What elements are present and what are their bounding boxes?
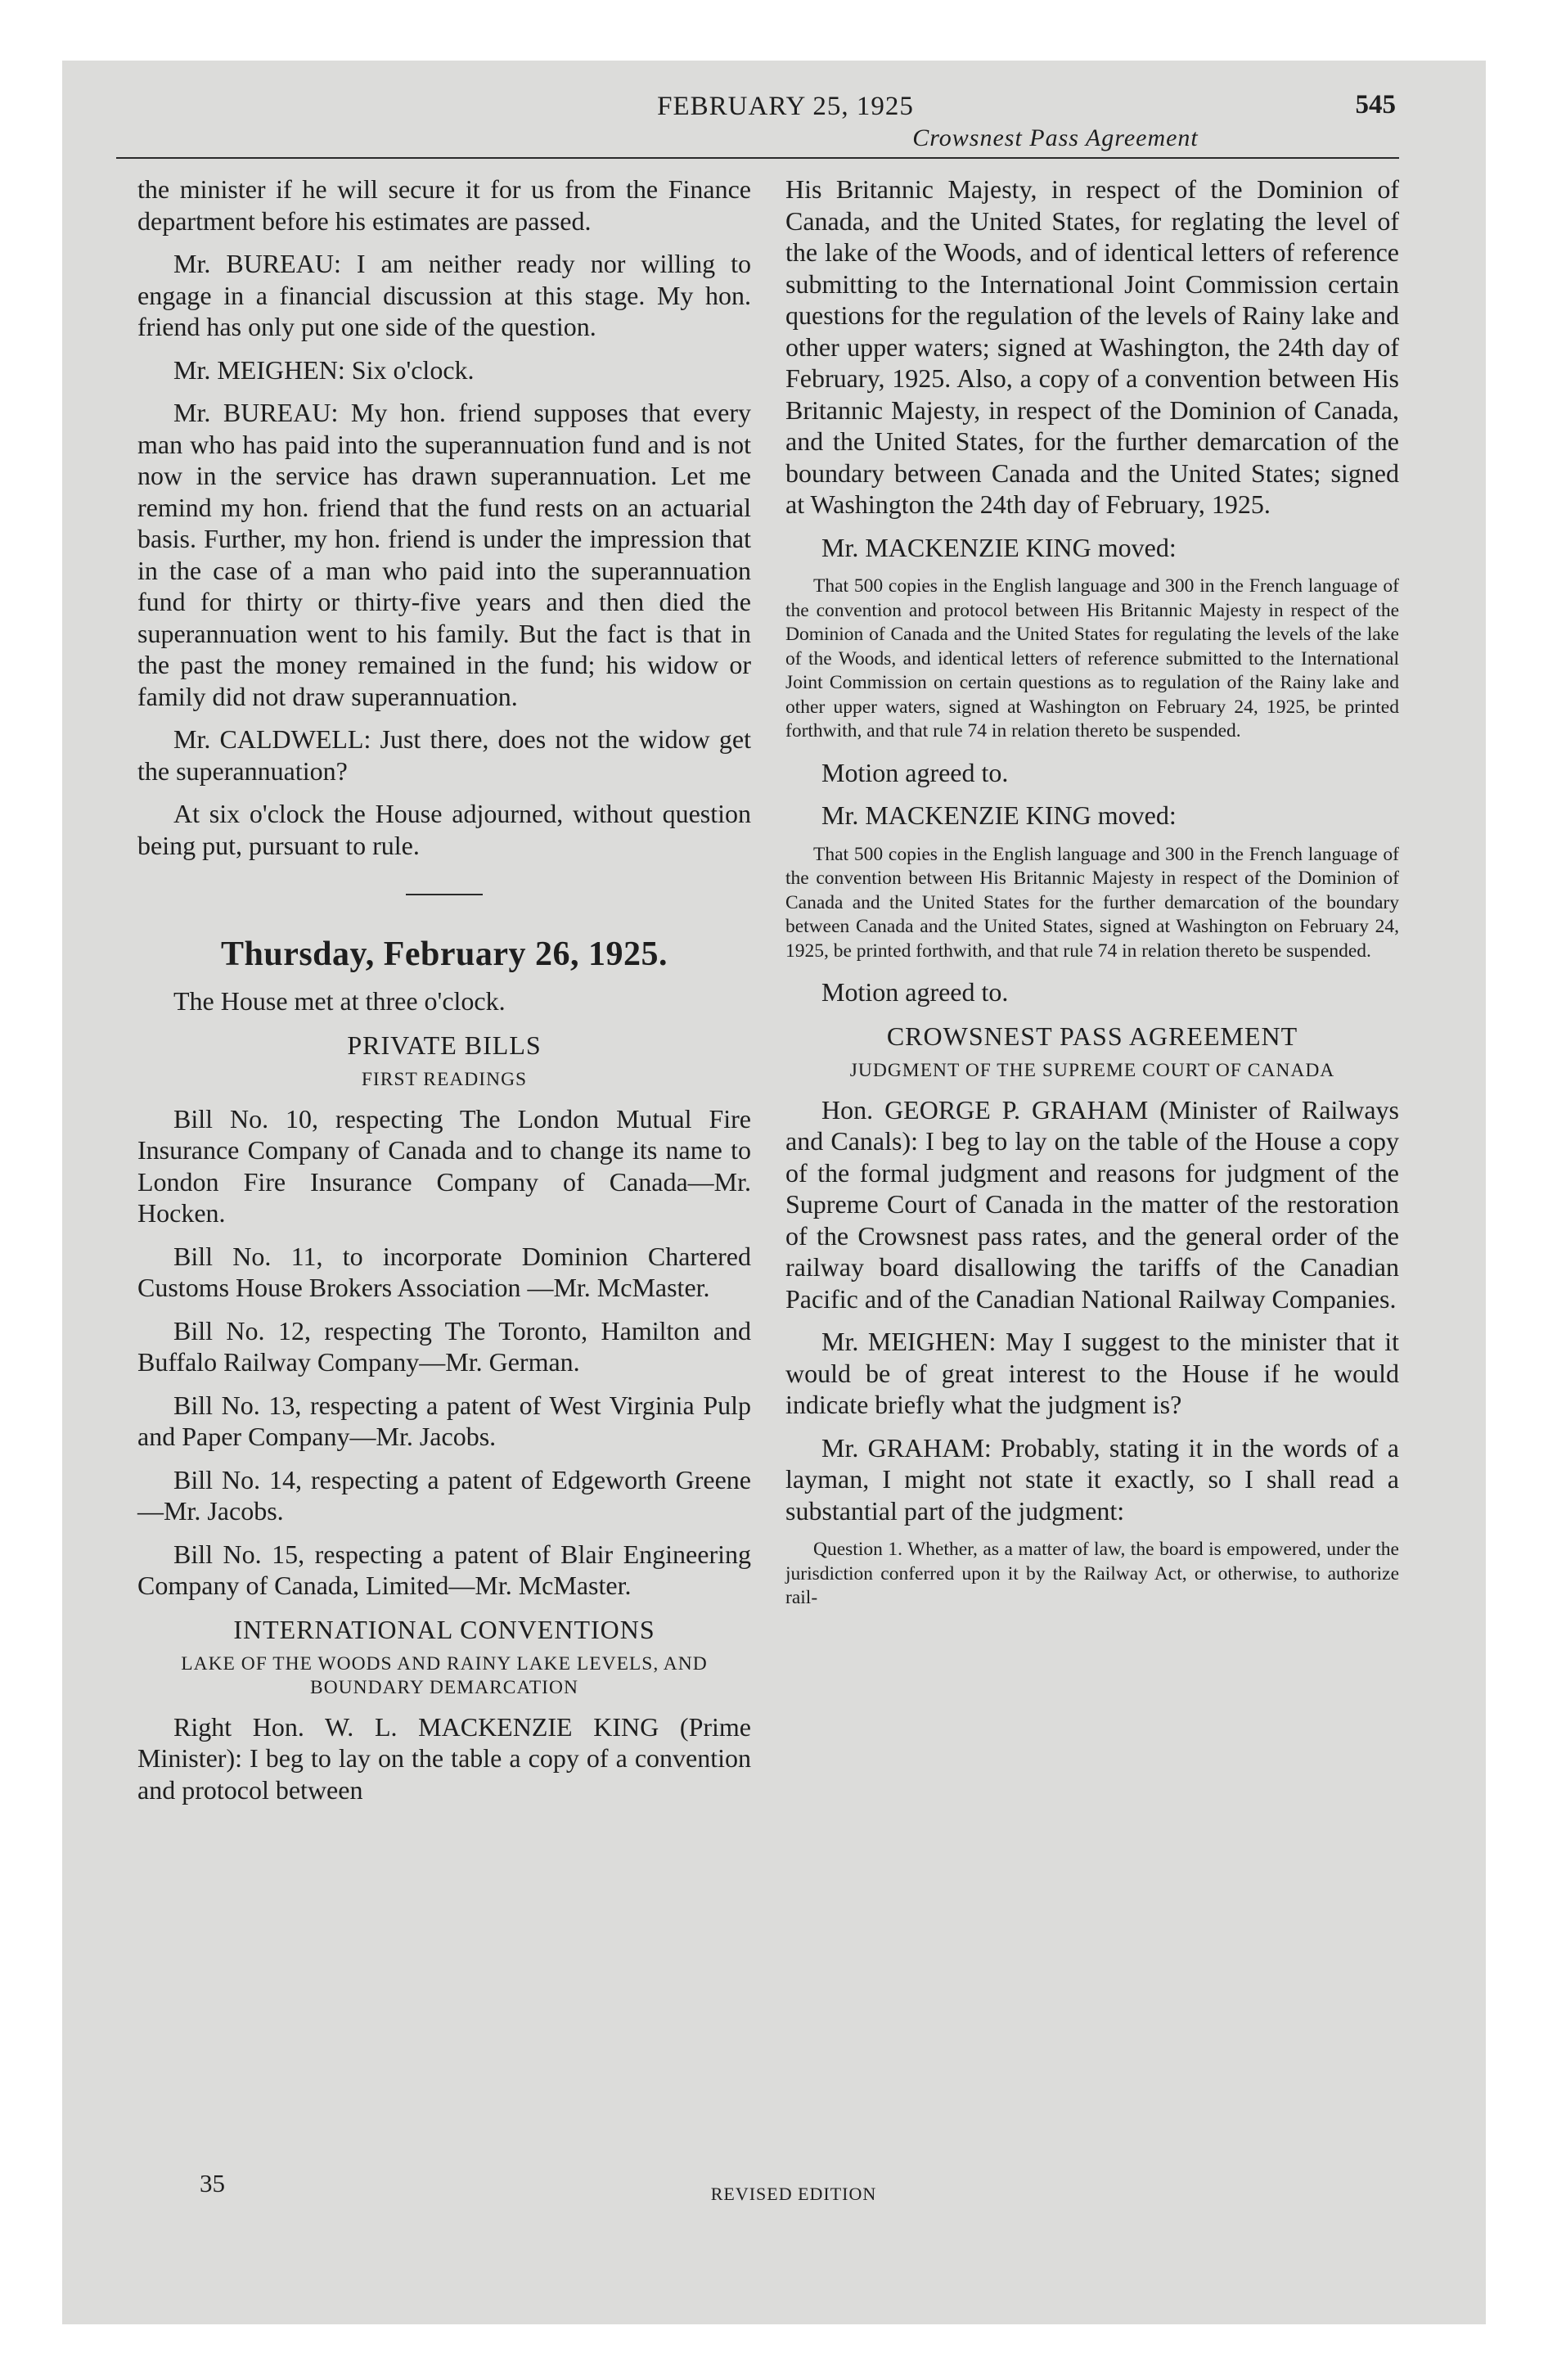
bill-entry: Bill No. 12, respecting The Toronto, Hamilton and Buffalo Railway Company—Mr. German.	[137, 1315, 751, 1377]
paragraph: Mr. BUREAU: I am neither ready nor willing to engage in a financial discussion at this stage. My hon. friend has only put one side of the question.	[137, 249, 751, 341]
paragraph: Hon. GEORGE P. GRAHAM (Minister of Railways and Canals): I beg to lay on the table of the House a copy of the formal judgment and reasons for judgment of the Supreme Court of Canada in the matter of the restoration of the Crowsnest pass rates, and the general order of the railway board disallowing the tariffs of the Canadian Pacific and of the Canadian National Railway Companies.	[785, 1094, 1399, 1314]
signature-number: 35	[200, 2169, 225, 2197]
paragraph: Mr. MACKENZIE KING moved:	[821, 800, 1177, 830]
day-heading: Thursday, February 26, 1925.	[220, 935, 668, 973]
page-header-date: FEBRUARY 25, 1925	[657, 92, 914, 121]
paragraph: the minister if he will secure it for us from the Finance department before his estimates are passed.	[137, 174, 751, 236]
paragraph: His Britannic Majesty, in respect of the Dominion of Canada, and the United States, for reglating the level of the lake of the Woods, and of identical letters of reference submitting to the International Joint Commission certain questions for the regulation of the levels of Rainy lake and other upper waters; signed at Washington, the 24th day of February, 1925. Also, a copy of a convention between His Britannic Majesty, in respect of the Dominion of Canada, and the United States, for the further demarcation of the boundary between Canada and the United States; signed at Washington the 24th day of February, 1925.	[785, 174, 1400, 519]
paragraph: Mr. CALDWELL: Just there, does not the widow get the superannuation?	[137, 724, 751, 786]
paragraph: Right Hon. W. L. MACKENZIE KING (Prime Minister): I beg to lay on the table a copy of a convention and protocol between	[137, 1711, 751, 1805]
bill-entry: Bill No. 14, respecting a patent of Edgeworth Greene—Mr. Jacobs.	[137, 1464, 751, 1526]
section-separator	[406, 894, 483, 895]
section-heading: INTERNATIONAL CONVENTIONS	[233, 1614, 655, 1644]
bill-entry: Bill No. 13, respecting a patent of West Virginia Pulp and Paper Company—Mr. Jacobs.	[137, 1390, 751, 1451]
paragraph: The House met at three o'clock.	[173, 986, 506, 1016]
motion-text: That 500 copies in the English language and 300 in the French language of the convention between His Britannic Majesty in respect of the Dominion of Canada and the United States for the further demarcation of the boundary between Canada and the United States, signed at Washington on February 24, 1925, be printed forthwith, and that rule 74 in relation thereto be suspended.	[785, 843, 1399, 962]
edition-label: REVISED EDITION	[710, 2184, 877, 2204]
paragraph: Mr. MEIGHEN: Six o'clock.	[173, 354, 475, 385]
subsection-heading: FIRST READINGS	[361, 1068, 528, 1090]
motion-text: That 500 copies in the English language and 300 in the French language of the convention and protocol between His Britannic Majesty in respect of the Dominion of Canada and the United States for regulating the levels of the lake of the Woods, and identical letters of reference submitted to the International Joint Commission on certain questions as to regulation of the Rainy lake and other upper waters, signed at Washington on February 24, 1925, be printed forthwith, and that rule 74 in relation thereto be suspended.	[785, 575, 1399, 741]
quoted-judgment: Question 1. Whether, as a matter of law, the board is empowered, under the jurisdiction conferred upon it by the Railway Act, or otherwise, to authorize rail-	[785, 1539, 1399, 1608]
bill-entry: Bill No. 15, respecting a patent of Blair Engineering Company of Canada, Limited—Mr. McMaster.	[137, 1539, 751, 1600]
running-section-title: Crowsnest Pass Agreement	[912, 124, 1199, 151]
subsection-heading: LAKE OF THE WOODS AND RAINY LAKE LEVELS, AND BOUNDARY DEMARCATION	[181, 1652, 708, 1698]
subsection-heading: JUDGMENT OF THE SUPREME COURT OF CANADA	[849, 1059, 1335, 1081]
paragraph: Motion agreed to.	[821, 757, 1009, 787]
right-column	[785, 174, 1399, 1624]
paragraph: Mr. MACKENZIE KING moved:	[821, 532, 1177, 562]
page-number: 545	[1355, 90, 1396, 119]
section-heading: CROWSNEST PASS AGREEMENT	[886, 1021, 1298, 1051]
section-heading: PRIVATE BILLS	[347, 1030, 542, 1060]
paragraph: Mr. MEIGHEN: May I suggest to the minister that it would be of great interest to the House if he would indicate briefly what the judgment is?	[785, 1327, 1399, 1419]
paragraph: Mr. GRAHAM: Probably, stating it in the words of a layman, I might not state it exactly, so I shall read a substantial part of the judgment:	[785, 1432, 1399, 1526]
bill-entry: Bill No. 10, respecting The London Mutual Fire Insurance Company of Canada and to change its name to London Fire Insurance Company of Canada—Mr. Hocken.	[137, 1103, 751, 1228]
paragraph: At six o'clock the House adjourned, without question being put, pursuant to rule.	[137, 799, 751, 860]
header-rule	[116, 157, 1399, 159]
bill-entry: Bill No. 11, to incorporate Dominion Chartered Customs House Brokers Association —Mr. McMaster.	[137, 1241, 751, 1302]
left-column	[137, 174, 751, 1817]
paragraph: Mr. BUREAU: My hon. friend supposes that every man who has paid into the superannuation fund and is not now in the service has drawn superannuation. Let me remind my hon. friend that the fund rests on an actuarial basis. Further, my hon. friend is under the impression that in the case of a man who paid into the superannuation fund for thirty or thirty-five years and then died the superannuation went to his family. But the fact is that in the past the money remained in the fund; his widow or family did not draw superannuation.	[137, 398, 751, 711]
paragraph: Motion agreed to.	[821, 977, 1009, 1007]
